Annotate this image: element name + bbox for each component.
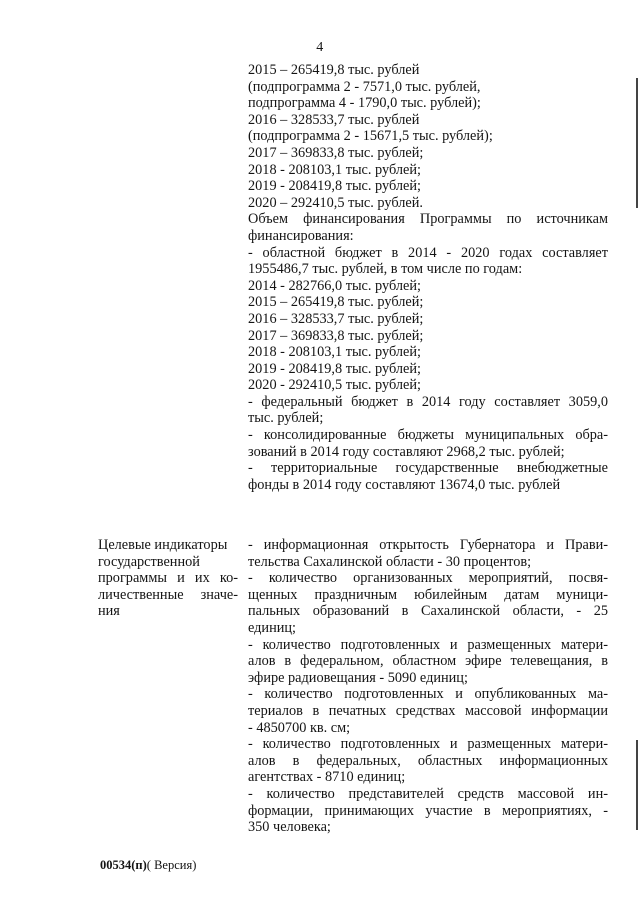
indicator-line: пальных образований в Сахалинской области, - 25 [248, 603, 608, 620]
financing-line: - консолидированные бюджеты муниципальных обра- [248, 427, 608, 444]
financing-line: Объем финансирования Программы по источникам [248, 211, 608, 228]
indicator-line: териалов в печатных средствах массовой информации [248, 702, 608, 719]
financing-line: фонды в 2014 году составляют 13674,0 тыс. рублей [248, 476, 561, 493]
indicator-line: - количество подготовленных и опубликованных ма- [248, 686, 608, 703]
financing-line: (подпрограмма 2 - 7571,0 тыс. рублей, [248, 78, 481, 95]
indicator-line: тельства Сахалинской области - 30 процентов; [248, 553, 532, 570]
indicator-line: - 4850700 кв. см; [248, 719, 351, 736]
financing-line: 2016 – 328533,7 тыс. рублей [248, 111, 420, 128]
financing-line: - федеральный бюджет в 2014 году составляет 3059,0 [248, 393, 608, 410]
footer [100, 858, 196, 873]
scan-edge-mark [636, 740, 638, 830]
indicator-line: единиц; [248, 619, 297, 636]
financing-line: 2019 - 208419,8 тыс. рублей; [248, 178, 421, 195]
indicators-label-line: программы и их ко- [98, 570, 238, 587]
financing-block [248, 62, 608, 493]
footer-code: 00534(п) [100, 858, 147, 872]
indicator-line: алов в федеральном, областном эфире телевещания, в [248, 653, 608, 670]
indicators-block [248, 537, 608, 836]
financing-line: тыс. рублей; [248, 410, 324, 427]
financing-line: 2018 - 208103,1 тыс. рублей; [248, 161, 421, 178]
indicator-line: - количество представителей средств массовой ин- [248, 785, 608, 802]
financing-line: 2016 – 328533,7 тыс. рублей; [248, 310, 424, 327]
financing-line: - областной бюджет в 2014 - 2020 годах составляет [248, 244, 608, 261]
financing-line: 1955486,7 тыс. рублей, в том числе по годам: [248, 261, 523, 278]
indicator-line: - количество подготовленных и размещенных матери- [248, 736, 608, 753]
financing-line: 2014 - 282766,0 тыс. рублей; [248, 277, 421, 294]
financing-line: подпрограмма 4 - 1790,0 тыс. рублей); [248, 95, 481, 112]
indicators-label-line: Целевые индикаторы [98, 537, 228, 553]
financing-line: 2017 – 369833,8 тыс. рублей; [248, 144, 424, 161]
financing-line: финансирования: [248, 227, 354, 244]
indicator-line: агентствах - 8710 единиц; [248, 769, 406, 786]
financing-line: - территориальные государственные внебюджетные [248, 460, 608, 477]
indicator-line: алов в федеральных, областных информационных [248, 752, 608, 769]
indicator-line: - количество подготовленных и размещенных матери- [248, 636, 608, 653]
indicators-label-line: государственной [98, 553, 200, 570]
financing-line: зований в 2014 году составляют 2968,2 тыс. рублей; [248, 443, 565, 460]
indicators-label [98, 537, 238, 620]
financing-line: 2015 – 265419,8 тыс. рублей; [248, 294, 424, 311]
financing-line: 2020 - 292410,5 тыс. рублей; [248, 377, 421, 394]
financing-line: (подпрограмма 2 - 15671,5 тыс. рублей); [248, 128, 493, 145]
scan-edge-mark [636, 78, 638, 208]
indicator-line: - информационная открытость Губернатора и Прави- [248, 537, 608, 553]
financing-line: 2018 - 208103,1 тыс. рублей; [248, 344, 421, 361]
indicators-label-line: ния [98, 603, 120, 620]
indicator-line: щенных праздничным юбилейным датам муници- [248, 586, 608, 603]
indicator-line: - количество организованных мероприятий, посвя- [248, 570, 608, 587]
indicator-line: эфире радиовещания - 5090 единиц; [248, 669, 468, 686]
indicator-line: 350 человека; [248, 819, 331, 836]
financing-line: 2017 – 369833,8 тыс. рублей; [248, 327, 424, 344]
financing-line: 2020 – 292410,5 тыс. рублей. [248, 194, 423, 211]
financing-line: 2019 - 208419,8 тыс. рублей; [248, 360, 421, 377]
financing-line: 2015 – 265419,8 тыс. рублей [248, 62, 420, 78]
indicator-line: формации, принимающих участие в мероприятиях, - [248, 802, 608, 819]
indicators-label-line: личественные значе- [98, 586, 238, 603]
footer-version: ( Версия) [146, 858, 197, 872]
page-number: 4 [316, 40, 324, 55]
